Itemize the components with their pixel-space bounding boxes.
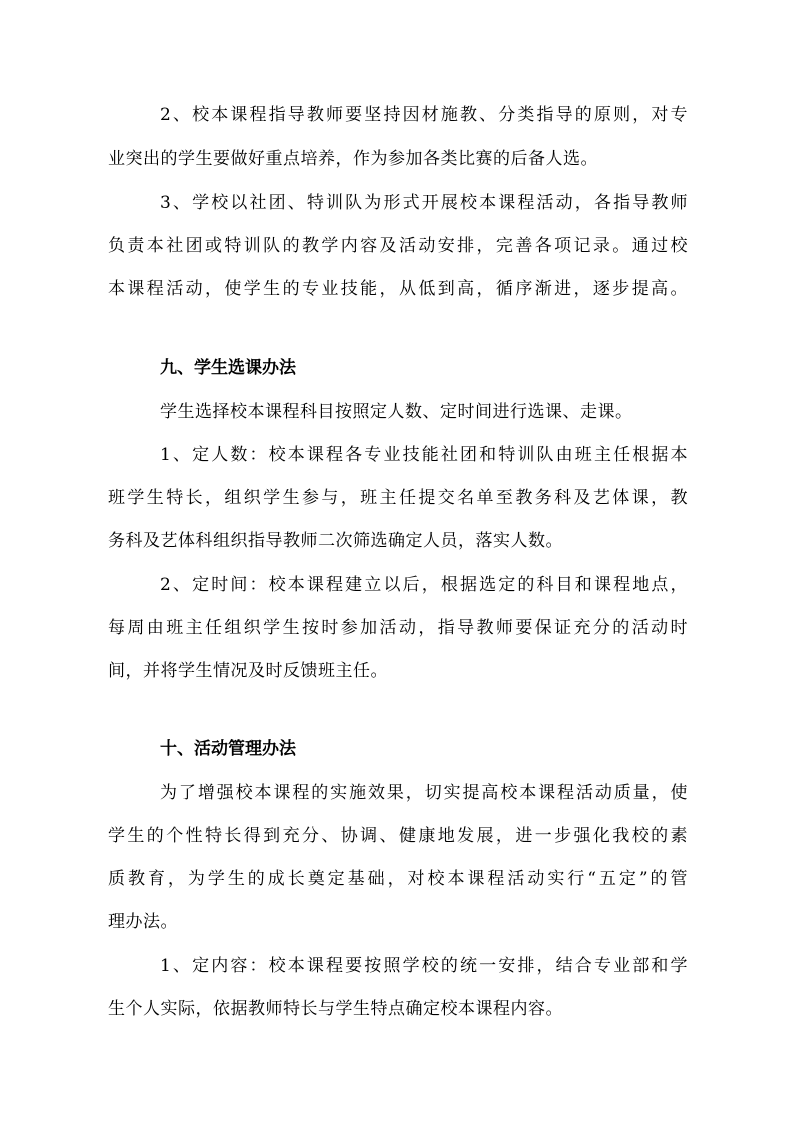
section-10-para-1-line-2: 生个人实际，依据教师特长与学生特点确定校本课程内容。 [108, 999, 563, 1019]
section-9-para-2-line-3: 间，并将学生情况及时反馈班主任。 [108, 661, 388, 681]
section-9-heading: 九、学生选课办法 [160, 358, 296, 378]
section-10-intro-line-3: 质教育，为学生的成长奠定基础，对校本课程活动实行“五定”的管 [108, 869, 688, 889]
section-9-para-2-line-1: 2、定时间：校本课程建立以后，根据选定的科目和课程地点， [160, 575, 688, 595]
section-9-para-2-line-2: 每周由班主任组织学生按时参加活动，指导教师要保证充分的活动时 [108, 618, 688, 638]
section-9-intro: 学生选择校本课程科目按照定人数、定时间进行选课、走课。 [160, 402, 633, 422]
section-9-para-1-line-2: 班学生特长，组织学生参与，班主任提交名单至教务科及艺体课，教 [108, 488, 688, 508]
paragraph-2-line-1: 2、校本课程指导教师要坚持因材施教、分类指导的原则，对专 [160, 105, 688, 125]
paragraph-3-line-2: 负责本社团或特训队的教学内容及活动安排，完善各项记录。通过校 [108, 236, 688, 256]
section-10-heading: 十、活动管理办法 [160, 739, 296, 759]
paragraph-3-line-3: 本课程活动，使学生的专业技能，从低到高，循序渐进，逐步提高。 [108, 279, 688, 299]
section-10-intro-line-4: 理办法。 [108, 912, 178, 932]
paragraph-2-line-2: 业突出的学生要做好重点培养，作为参加各类比赛的后备人选。 [108, 149, 598, 169]
section-10-intro-line-1: 为了增强校本课程的实施效果，切实提高校本课程活动质量，使 [160, 783, 688, 803]
paragraph-3-line-1: 3、学校以社团、特训队为形式开展校本课程活动，各指导教师 [160, 193, 688, 213]
section-9-para-1-line-1: 1、定人数：校本课程各专业技能社团和特训队由班主任根据本 [160, 445, 688, 465]
section-10-para-1-line-1: 1、定内容：校本课程要按照学校的统一安排，结合专业部和学 [160, 956, 688, 976]
section-10-intro-line-2: 学生的个性特长得到充分、协调、健康地发展，进一步强化我校的素 [108, 826, 688, 846]
section-9-para-1-line-3: 务科及艺体科组织指导教师二次筛选确定人员，落实人数。 [108, 531, 563, 551]
